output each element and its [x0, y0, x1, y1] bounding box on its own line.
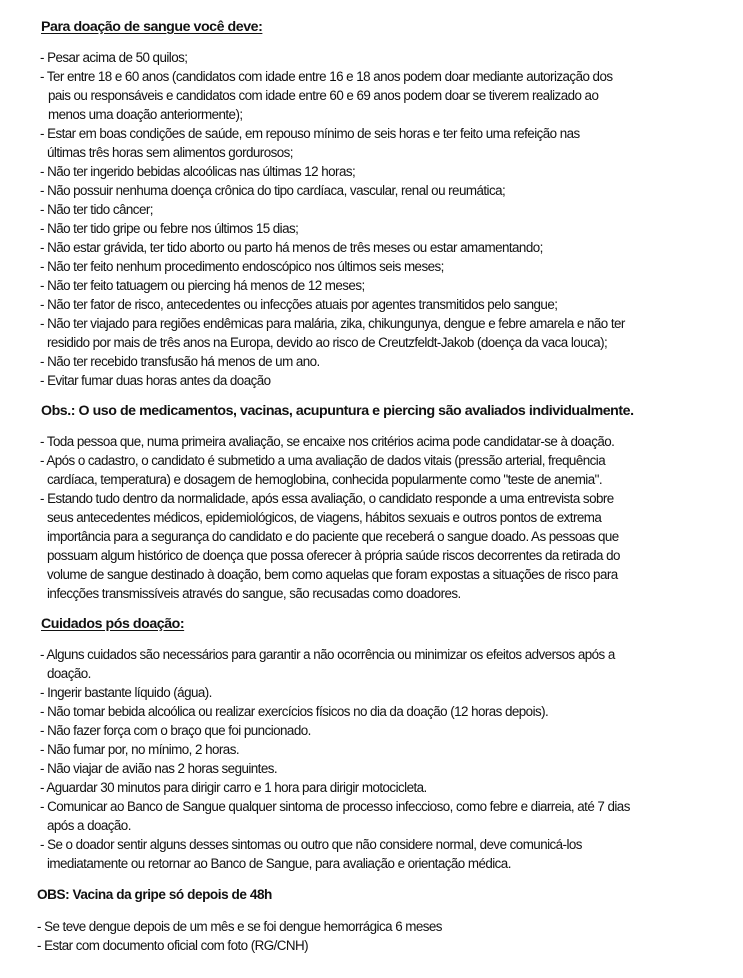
requirements-line: - Não estar grávida, ter tido aborto ou parto há menos de três meses ou estar amamentando;	[40, 240, 543, 255]
requirements-line: - Não possuir nenhuma doença crônica do tipo cardíaca, vascular, renal ou reumática;	[40, 183, 506, 198]
obs-line: seus antecedentes médicos, epidemiológicos, de viagens, hábitos sexuais e outros pontos de extrema	[47, 510, 602, 525]
aftercare-line: após a doação.	[47, 818, 131, 833]
aftercare-line: - Aguardar 30 minutos para dirigir carro e 1 hora para dirigir motocicleta.	[40, 780, 427, 795]
requirements-line: últimas três horas sem alimentos gordurosos;	[47, 145, 293, 160]
requirements-line: - Não ter feito nenhum procedimento endoscópico nos últimos seis meses;	[40, 259, 444, 274]
obs-line: - Toda pessoa que, numa primeira avaliação, se encaixe nos critérios acima pode candidatar-se à doação.	[40, 434, 615, 449]
requirements-line: - Não ter fator de risco, antecedentes ou infecções atuais por agentes transmitidos pelo sangue;	[40, 297, 558, 312]
aftercare-line: - Não fazer força com o braço que foi puncionado.	[40, 723, 311, 738]
obs-medications-title: Obs.: O uso de medicamentos, vacinas, acupuntura e piercing são avaliados individualmente.	[41, 403, 634, 419]
obs-line: importância para a segurança do candidato e do paciente que receberá o sangue doado. As pessoas que	[47, 529, 619, 544]
requirements-line: - Não ter feito tatuagem ou piercing há menos de 12 meses;	[40, 278, 365, 293]
obs-line: volume de sangue destinado à doação, bem como aquelas que foram expostas a situações de risco para	[47, 567, 618, 582]
requirements-line: pais ou responsáveis e candidatos com idade entre 60 e 69 anos podem doar se tiverem realizado ao	[48, 88, 599, 103]
obs2-line: - Se teve dengue depois de um mês e se foi dengue hemorrágica 6 meses	[37, 919, 442, 934]
requirements-line: - Não ter tido câncer;	[40, 202, 153, 217]
aftercare-title: Cuidados pós doação:	[41, 616, 185, 632]
obs-line: cardíaca, temperatura) e dosagem de hemoglobina, conhecida popularmente como "teste de anemia".	[47, 472, 602, 487]
obs-line: - Estando tudo dentro da normalidade, após essa avaliação, o candidato responde a uma entrevista sobre	[40, 491, 614, 506]
aftercare-line: - Alguns cuidados são necessários para garantir a não ocorrência ou minimizar os efeitos adversos após a	[40, 647, 615, 662]
aftercare-line: - Não fumar por, no mínimo, 2 horas.	[40, 742, 240, 757]
requirements-title: Para doação de sangue você deve:	[41, 19, 263, 35]
requirements-line: - Pesar acima de 50 quilos;	[40, 50, 188, 65]
aftercare-line: imediatamente ou retornar ao Banco de Sangue, para avaliação e orientação médica.	[47, 856, 511, 871]
aftercare-line: - Não tomar bebida alcoólica ou realizar exercícios físicos no dia da doação (12 horas depois).	[40, 704, 549, 719]
requirements-line: - Estar em boas condições de saúde, em repouso mínimo de seis horas e ter feito uma refeição nas	[40, 126, 580, 141]
requirements-line: - Não ter viajado para regiões endêmicas para malária, zika, chikungunya, dengue e febre amarela e não ter	[40, 316, 625, 331]
obs-line: possuam algum histórico de doença que possa oferecer à própria saúde riscos decorrentes da retirada do	[47, 548, 620, 563]
aftercare-line: doação.	[47, 666, 91, 681]
obs2-line: - Estar com documento oficial com foto (RG/CNH)	[37, 938, 309, 953]
aftercare-line: - Ingerir bastante líquido (água).	[40, 685, 212, 700]
requirements-line: - Ter entre 18 e 60 anos (candidatos com idade entre 16 e 18 anos podem doar mediante autorização dos	[40, 69, 613, 84]
requirements-line: - Não ter ingerido bebidas alcoólicas nas últimas 12 horas;	[40, 164, 356, 179]
obs-vaccine-title: OBS: Vacina da gripe só depois de 48h	[37, 887, 272, 902]
aftercare-line: - Comunicar ao Banco de Sangue qualquer sintoma de processo infeccioso, como febre e diarreia, até 7 dias	[40, 799, 630, 814]
requirements-line: menos uma doação anteriormente);	[48, 107, 243, 122]
aftercare-line: - Não viajar de avião nas 2 horas seguintes.	[40, 761, 278, 776]
obs-line: - Após o cadastro, o candidato é submetido a uma avaliação de dados vitais (pressão arterial, frequência	[40, 453, 606, 468]
requirements-line: - Não ter tido gripe ou febre nos últimos 15 dias;	[40, 221, 299, 236]
requirements-line: - Evitar fumar duas horas antes da doação	[40, 373, 271, 388]
requirements-line: - Não ter recebido transfusão há menos de um ano.	[40, 354, 320, 369]
requirements-line: residido por mais de três anos na Europa, devido ao risco de Creutzfeldt-Jakob (doença da vaca louca);	[47, 335, 608, 350]
aftercare-line: - Se o doador sentir alguns desses sintomas ou outro que não considere normal, deve comunicá-los	[40, 837, 582, 852]
obs-line: infecções transmissíveis através do sangue, são recusadas como doadores.	[47, 586, 461, 601]
